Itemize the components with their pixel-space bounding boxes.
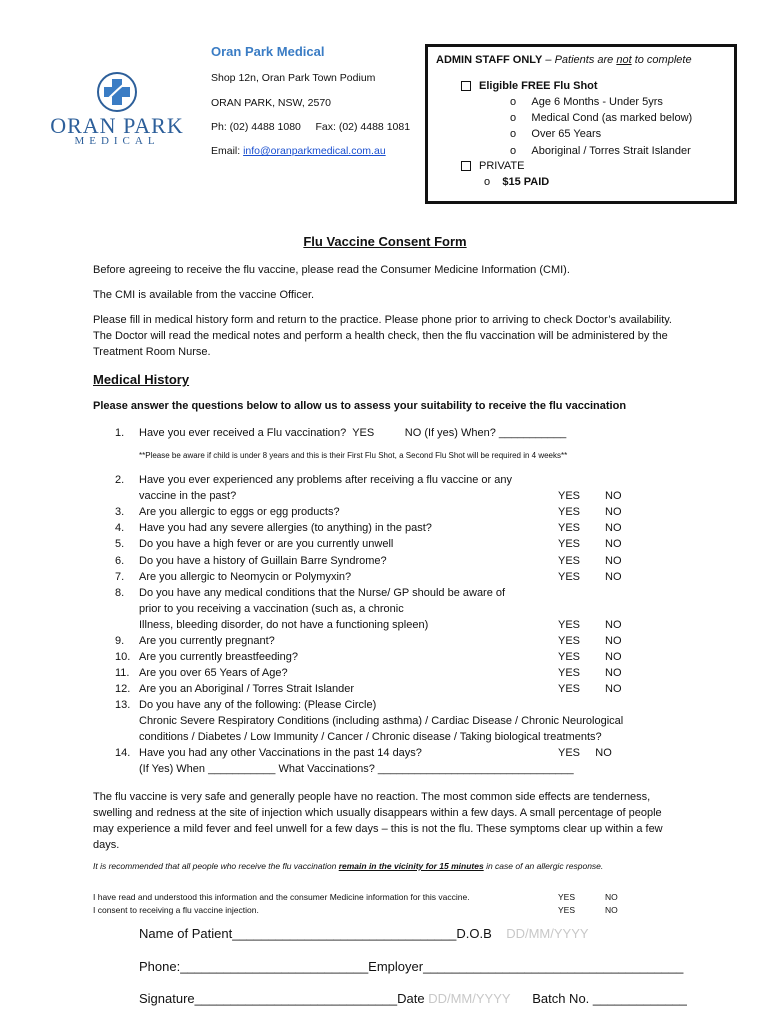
consent-yes-2[interactable]: YES: [558, 905, 576, 915]
question-number: 7.: [115, 570, 125, 583]
question-number: 13.: [115, 699, 131, 711]
no-option[interactable]: NO: [605, 618, 622, 631]
question-1-note: **Please be aware if child is under 8 years and this is their First Flu Shot, a Second Flu Shot will be required in 4 weeks**: [139, 451, 568, 460]
checkbox-icon[interactable]: [461, 81, 471, 91]
yes-option[interactable]: YES: [558, 506, 581, 519]
no-option[interactable]: NO: [605, 683, 622, 696]
clinic-address-1: Shop 12n, Oran Park Town Podium: [211, 72, 376, 84]
question-number: 6.: [115, 554, 125, 567]
question-text: Are you allergic to eggs or egg products?: [139, 506, 340, 519]
consent-line-2: I consent to receiving a flu vaccine injection.: [93, 905, 259, 915]
yes-option[interactable]: YES: [558, 635, 581, 647]
admin-sub-4: o Aboriginal / Torres Strait Islander: [510, 145, 691, 157]
consent-no-2[interactable]: NO: [605, 905, 618, 915]
no-option[interactable]: NO: [605, 522, 622, 535]
question-14-yes-no[interactable]: YES NO: [558, 747, 612, 759]
question-text: vaccine in the past?: [139, 490, 237, 503]
consent-line-1: I have read and understood this information and the consumer Medicine information for this vaccine.: [93, 892, 470, 902]
admin-private[interactable]: PRIVATE: [461, 160, 524, 172]
safety-paragraph: The flu vaccine is very safe and generally people have no reaction. The most common side effects are tenderness, swelling and redness at the site of injection which usually disappears within a few days. A small percentage of people may experience a mild fever and feel unwell for a few days – this is not the flu. These symptoms clear up within a few days.: [93, 791, 663, 851]
yes-option[interactable]: YES: [558, 667, 581, 680]
clinic-phone: Ph: (02) 4488 1080 Fax: (02) 4488 1081: [211, 121, 411, 133]
question-text: Have you ever experienced any problems after receiving a flu vaccine or any: [139, 474, 512, 486]
no-option[interactable]: NO: [605, 651, 622, 664]
no-option[interactable]: NO: [605, 667, 622, 680]
question-number: 3.: [115, 506, 125, 519]
medical-history-instruction: Please answer the questions below to allow us to assess your suitability to receive the flu vaccination: [93, 400, 627, 412]
batch-field[interactable]: Batch No. _____________: [532, 991, 687, 1006]
admin-sub-3: o Over 65 Years: [510, 128, 602, 140]
question-text: Have you had any severe allergies (to anything) in the past?: [139, 522, 432, 535]
medical-history-heading: Medical History: [93, 372, 190, 387]
email-link[interactable]: info@oranparkmedical.com.au: [243, 145, 386, 157]
question-1-text[interactable]: Have you ever received a Flu vaccination? YES NO (If yes) When? ___________: [139, 427, 567, 439]
question-number: 12.: [115, 683, 131, 696]
admin-paid: o $15 PAID: [484, 176, 550, 188]
consent-yes-1[interactable]: YES: [558, 892, 576, 902]
clinic-address-2: ORAN PARK, NSW, 2570: [211, 97, 332, 109]
yes-option[interactable]: YES: [558, 651, 581, 664]
question-14-followup[interactable]: (If Yes) When ___________ What Vaccinations? ________________________________: [139, 763, 574, 775]
yes-option[interactable]: YES: [558, 490, 581, 503]
question-number: 2.: [115, 474, 125, 486]
checkbox-icon[interactable]: [461, 161, 471, 171]
question-14-text: Have you had any other Vaccinations in the past 14 days?: [139, 747, 422, 759]
intro-paragraph-3: Please fill in medical history form and return to the practice. Please phone prior to arriving to check Doctor’s availability. The Doctor will read the medical notes and perform a health check, then the flu vaccination will be administered by the Treatment Room Nurse.: [93, 314, 672, 358]
signature-field[interactable]: Signature____________________________Date DD/MM/YYYY Batch No. _____________: [139, 991, 687, 1006]
no-option[interactable]: NO: [605, 635, 622, 647]
intro-paragraph-1: Before agreeing to receive the flu vaccine, please read the Consumer Medicine Information (CMI).: [93, 264, 570, 276]
no-option[interactable]: NO: [605, 506, 622, 519]
yes-option[interactable]: YES: [558, 683, 581, 696]
clinic-name: Oran Park Medical: [211, 44, 325, 59]
admin-sub-2: o Medical Cond (as marked below): [510, 112, 693, 124]
yes-option[interactable]: YES: [558, 538, 581, 551]
question-text: Illness, bleeding disorder, do not have a functioning spleen): [139, 618, 429, 631]
question-13-line-2[interactable]: Chronic Severe Respiratory Conditions (including asthma) / Cardiac Disease / Chronic Neurological: [139, 715, 624, 727]
phone-employer-field[interactable]: Phone:__________________________Employer____________________________________: [139, 959, 684, 974]
admin-eligible[interactable]: Eligible FREE Flu Shot: [461, 80, 598, 92]
question-text: Do you have any medical conditions that the Nurse/ GP should be aware of: [139, 586, 506, 599]
admin-title: ADMIN STAFF ONLY – Patients are not to complete: [436, 54, 692, 66]
question-text: Are you over 65 Years of Age?: [139, 667, 288, 680]
question-text: Do you have a high fever or are you currently unwell: [139, 538, 394, 551]
logo-text: ORAN PARK: [50, 113, 184, 138]
question-text: Are you currently pregnant?: [139, 635, 275, 647]
question-number: 8.: [115, 586, 125, 599]
question-number: 5.: [115, 538, 125, 551]
no-option[interactable]: NO: [605, 490, 622, 503]
question-number: 1.: [115, 427, 125, 439]
no-option[interactable]: NO: [605, 570, 622, 583]
question-number: 14.: [115, 747, 131, 759]
no-option[interactable]: NO: [605, 554, 622, 567]
yes-option[interactable]: YES: [558, 522, 581, 535]
clinic-email-line: [211, 145, 386, 157]
consent-no-1[interactable]: NO: [605, 892, 618, 902]
email-label: Email:: [211, 145, 244, 157]
admin-sub-1: o Age 6 Months - Under 5yrs: [510, 96, 663, 108]
yes-option[interactable]: YES: [558, 570, 581, 583]
yes-option[interactable]: YES: [558, 618, 581, 631]
question-text: Are you allergic to Neomycin or Polymyxin?: [139, 570, 352, 583]
logo-subtitle: MEDICAL: [74, 135, 160, 147]
question-text: prior to you receiving a vaccination (such as, a chronic: [139, 602, 404, 615]
no-option[interactable]: NO: [605, 538, 622, 551]
patient-name-field[interactable]: Name of Patient_______________________________D.O.B DD/MM/YYYY: [139, 926, 589, 941]
question-number: 10.: [115, 651, 131, 664]
question-13-line-1: Do you have any of the following: (Please Circle): [139, 699, 377, 711]
form-title: Flu Vaccine Consent Form: [303, 234, 467, 249]
yes-option[interactable]: YES: [558, 554, 581, 567]
question-text: Are you currently breastfeeding?: [139, 651, 298, 664]
date-placeholder[interactable]: DD/MM/YYYY: [428, 991, 511, 1006]
question-text: Are you an Aboriginal / Torres Strait Islander: [139, 683, 355, 696]
question-text: Do you have a history of Guillain Barre Syndrome?: [139, 554, 387, 567]
intro-paragraph-2: The CMI is available from the vaccine Officer.: [93, 289, 315, 301]
question-13-line-3[interactable]: conditions / Diabetes / Low Immunity / Cancer / Chronic disease / Taking biological treatments?: [139, 731, 602, 743]
question-number: 11.: [115, 667, 130, 680]
clinic-logo-icon: [95, 70, 139, 114]
recommendation-note: It is recommended that all people who receive the flu vaccination remain in the vicinity for 15 minutes in case of an allergic response.: [93, 861, 604, 871]
question-number: 4.: [115, 522, 125, 535]
dob-placeholder[interactable]: DD/MM/YYYY: [506, 926, 589, 941]
admin-box: [425, 44, 737, 204]
question-number: 9.: [115, 635, 125, 647]
